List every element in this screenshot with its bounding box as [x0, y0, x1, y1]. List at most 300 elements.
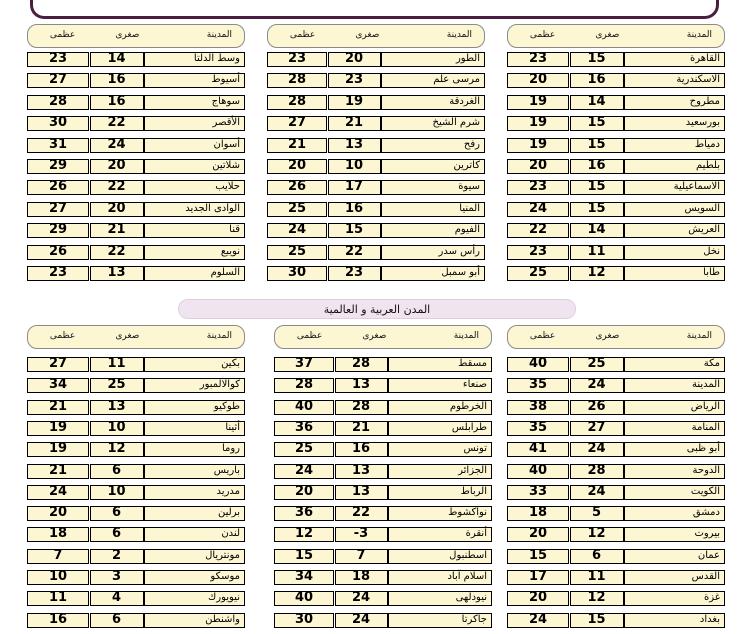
max-temp-cell: 7 — [27, 549, 89, 564]
table-row — [507, 180, 725, 195]
table-row — [507, 378, 725, 393]
table-row — [274, 400, 492, 415]
city-name-cell: العريش — [624, 223, 725, 238]
table-row — [27, 266, 245, 281]
header-max-label: عظمى — [529, 30, 556, 40]
header-max-label: عظمى — [289, 30, 316, 40]
city-name-cell: وسط الدلتا — [144, 52, 245, 67]
header-city-label: المدينة — [686, 331, 712, 341]
table-row — [274, 357, 492, 372]
max-temp-cell: 36 — [274, 421, 334, 436]
table-row — [507, 506, 725, 521]
min-temp-cell: 28 — [335, 357, 388, 372]
max-temp-cell: 37 — [274, 357, 334, 372]
header-min-label: صغرى — [595, 30, 620, 40]
min-temp-cell: 12 — [570, 527, 624, 542]
table-row — [27, 180, 245, 195]
max-temp-cell: 40 — [507, 357, 569, 372]
max-temp-cell: 40 — [507, 464, 569, 479]
max-temp-cell: 27 — [27, 73, 89, 88]
max-temp-cell: 21 — [27, 400, 89, 415]
min-temp-cell: 20 — [328, 52, 381, 67]
table-header — [274, 325, 492, 349]
min-temp-cell: 22 — [90, 245, 144, 260]
min-temp-cell: -3 — [335, 527, 388, 542]
city-name-cell: القدس — [624, 570, 725, 585]
city-name-cell: أسوان — [144, 138, 245, 153]
city-name-cell: لندن — [144, 527, 245, 542]
min-temp-cell: 19 — [328, 95, 381, 110]
min-temp-cell: 27 — [570, 421, 624, 436]
max-temp-cell: 15 — [274, 549, 334, 564]
city-name-cell: الكويت — [624, 485, 725, 500]
city-name-cell: برلين — [144, 506, 245, 521]
min-temp-cell: 3 — [90, 570, 144, 585]
table-row — [507, 591, 725, 606]
city-name-cell: نواكشوط — [388, 506, 492, 521]
min-temp-cell: 13 — [335, 485, 388, 500]
min-temp-cell: 24 — [570, 378, 624, 393]
min-temp-cell: 21 — [90, 223, 144, 238]
max-temp-cell: 20 — [507, 527, 569, 542]
min-temp-cell: 16 — [90, 95, 144, 110]
city-name-cell: الوادى الجديد — [144, 202, 245, 217]
min-temp-cell: 10 — [90, 421, 144, 436]
city-name-cell: الفيوم — [381, 223, 485, 238]
world-table-1 — [507, 325, 725, 634]
min-temp-cell: 28 — [335, 400, 388, 415]
max-temp-cell: 20 — [274, 485, 334, 500]
max-temp-cell: 11 — [27, 591, 89, 606]
table-row — [27, 527, 245, 542]
table-row — [27, 421, 245, 436]
min-temp-cell: 16 — [570, 73, 624, 88]
table-row — [27, 116, 245, 131]
header-max-label: عظمى — [49, 30, 76, 40]
max-temp-cell: 26 — [27, 245, 89, 260]
city-name-cell: دمشق — [624, 506, 725, 521]
table-row — [507, 570, 725, 585]
city-name-cell: اسلام آباد — [388, 570, 492, 585]
header-max-label: عظمى — [529, 331, 556, 341]
table-row — [274, 570, 492, 585]
max-temp-cell: 41 — [507, 442, 569, 457]
header-min-label: صغرى — [115, 30, 140, 40]
min-temp-cell: 5 — [570, 506, 624, 521]
table-row — [267, 138, 485, 153]
table-row — [507, 138, 725, 153]
max-temp-cell: 20 — [507, 591, 569, 606]
min-temp-cell: 11 — [90, 357, 144, 372]
max-temp-cell: 24 — [507, 613, 569, 628]
max-temp-cell: 30 — [267, 266, 327, 281]
table-row — [274, 485, 492, 500]
table-header — [27, 325, 245, 349]
header-min-label: صغرى — [362, 331, 387, 341]
max-temp-cell: 23 — [27, 266, 89, 281]
max-temp-cell: 17 — [507, 570, 569, 585]
table-row — [274, 442, 492, 457]
city-name-cell: قنا — [144, 223, 245, 238]
min-temp-cell: 7 — [335, 549, 388, 564]
min-temp-cell: 23 — [328, 73, 381, 88]
city-name-cell: باريس — [144, 464, 245, 479]
city-name-cell: شلاتين — [144, 159, 245, 174]
header-city-label: المدينة — [206, 331, 232, 341]
min-temp-cell: 24 — [335, 591, 388, 606]
min-temp-cell: 22 — [90, 116, 144, 131]
max-temp-cell: 10 — [27, 570, 89, 585]
max-temp-cell: 35 — [507, 421, 569, 436]
city-name-cell: السلوم — [144, 266, 245, 281]
max-temp-cell: 19 — [507, 116, 569, 131]
max-temp-cell: 25 — [267, 202, 327, 217]
min-temp-cell: 6 — [90, 506, 144, 521]
min-temp-cell: 13 — [335, 378, 388, 393]
min-temp-cell: 6 — [570, 549, 624, 564]
max-temp-cell: 28 — [267, 73, 327, 88]
city-name-cell: سيوة — [381, 180, 485, 195]
min-temp-cell: 22 — [335, 506, 388, 521]
header-city-label: المدينة — [206, 30, 232, 40]
city-name-cell: الأقصر — [144, 116, 245, 131]
max-temp-cell: 21 — [267, 138, 327, 153]
min-temp-cell: 24 — [335, 613, 388, 628]
min-temp-cell: 23 — [328, 266, 381, 281]
city-name-cell: نيويورك — [144, 591, 245, 606]
world-table-2 — [274, 325, 492, 634]
table-row — [27, 549, 245, 564]
table-row — [507, 245, 725, 260]
max-temp-cell: 20 — [507, 159, 569, 174]
max-temp-cell: 28 — [27, 95, 89, 110]
header-max-label: عظمى — [296, 331, 323, 341]
city-name-cell: الطور — [381, 52, 485, 67]
city-name-cell: الرياض — [624, 400, 725, 415]
min-temp-cell: 15 — [328, 223, 381, 238]
table-row — [274, 464, 492, 479]
city-name-cell: مدريد — [144, 485, 245, 500]
city-name-cell: نويبع — [144, 245, 245, 260]
max-temp-cell: 30 — [274, 613, 334, 628]
max-temp-cell: 25 — [267, 245, 327, 260]
table-row — [507, 549, 725, 564]
min-temp-cell: 14 — [90, 52, 144, 67]
header-min-label: صغرى — [115, 331, 140, 341]
min-temp-cell: 10 — [328, 159, 381, 174]
min-temp-cell: 13 — [90, 266, 144, 281]
city-name-cell: كاترين — [381, 159, 485, 174]
city-name-cell: السويس — [624, 202, 725, 217]
min-temp-cell: 6 — [90, 613, 144, 628]
city-name-cell: تونس — [388, 442, 492, 457]
table-row — [507, 357, 725, 372]
table-row — [507, 95, 725, 110]
city-name-cell: الخرطوم — [388, 400, 492, 415]
min-temp-cell: 16 — [570, 159, 624, 174]
max-temp-cell: 20 — [27, 506, 89, 521]
min-temp-cell: 26 — [570, 400, 624, 415]
world-table-3 — [27, 325, 245, 634]
table-row — [507, 527, 725, 542]
min-temp-cell: 25 — [570, 357, 624, 372]
max-temp-cell: 27 — [267, 116, 327, 131]
min-temp-cell: 11 — [570, 245, 624, 260]
section-title-arab-world-cities: المدن العربية و العالمية — [178, 299, 576, 319]
max-temp-cell: 16 — [27, 613, 89, 628]
max-temp-cell: 26 — [267, 180, 327, 195]
table-row — [27, 73, 245, 88]
table-row — [267, 180, 485, 195]
max-temp-cell: 35 — [507, 378, 569, 393]
city-name-cell: المدينة — [624, 378, 725, 393]
header-city-label: المدينة — [686, 30, 712, 40]
table-row — [507, 73, 725, 88]
table-row — [27, 138, 245, 153]
city-name-cell: مطروح — [624, 95, 725, 110]
max-temp-cell: 31 — [27, 138, 89, 153]
min-temp-cell: 6 — [90, 527, 144, 542]
egypt-table-3 — [27, 24, 245, 287]
table-row — [507, 400, 725, 415]
table-row — [274, 591, 492, 606]
max-temp-cell: 15 — [507, 549, 569, 564]
max-temp-cell: 23 — [267, 52, 327, 67]
city-name-cell: صنعاء — [388, 378, 492, 393]
max-temp-cell: 25 — [274, 442, 334, 457]
min-temp-cell: 22 — [328, 245, 381, 260]
max-temp-cell: 23 — [27, 52, 89, 67]
table-row — [274, 506, 492, 521]
city-name-cell: عمان — [624, 549, 725, 564]
min-temp-cell: 15 — [570, 202, 624, 217]
max-temp-cell: 28 — [274, 378, 334, 393]
city-name-cell: طابا — [624, 266, 725, 281]
min-temp-cell: 21 — [335, 421, 388, 436]
table-row — [267, 202, 485, 217]
min-temp-cell: 16 — [90, 73, 144, 88]
header-city-label: المدينة — [453, 331, 479, 341]
city-name-cell: نخل — [624, 245, 725, 260]
max-temp-cell: 21 — [27, 464, 89, 479]
city-name-cell: شرم الشيخ — [381, 116, 485, 131]
max-temp-cell: 19 — [507, 138, 569, 153]
max-temp-cell: 29 — [27, 159, 89, 174]
max-temp-cell: 40 — [274, 591, 334, 606]
table-row — [27, 506, 245, 521]
city-name-cell: القاهرة — [624, 52, 725, 67]
max-temp-cell: 23 — [507, 245, 569, 260]
city-name-cell: رأس سدر — [381, 245, 485, 260]
min-temp-cell: 13 — [328, 138, 381, 153]
max-temp-cell: 24 — [507, 202, 569, 217]
city-name-cell: اسطنبول — [388, 549, 492, 564]
max-temp-cell: 24 — [27, 485, 89, 500]
table-row — [267, 95, 485, 110]
max-temp-cell: 24 — [267, 223, 327, 238]
table-row — [507, 223, 725, 238]
min-temp-cell: 11 — [570, 570, 624, 585]
max-temp-cell: 20 — [267, 159, 327, 174]
table-row — [507, 52, 725, 67]
city-name-cell: أبو سمبل — [381, 266, 485, 281]
city-name-cell: أثينا — [144, 421, 245, 436]
city-name-cell: بيروت — [624, 527, 725, 542]
max-temp-cell: 19 — [507, 95, 569, 110]
table-row — [27, 202, 245, 217]
min-temp-cell: 15 — [570, 52, 624, 67]
max-temp-cell: 12 — [274, 527, 334, 542]
table-row — [27, 223, 245, 238]
table-row — [507, 266, 725, 281]
table-row — [267, 266, 485, 281]
table-row — [507, 442, 725, 457]
table-row — [27, 400, 245, 415]
table-row — [274, 378, 492, 393]
header-min-label: صغرى — [595, 331, 620, 341]
min-temp-cell: 4 — [90, 591, 144, 606]
city-name-cell: الغردقة — [381, 95, 485, 110]
table-row — [507, 613, 725, 628]
table-row — [507, 464, 725, 479]
city-name-cell: حلايب — [144, 180, 245, 195]
min-temp-cell: 24 — [570, 485, 624, 500]
city-name-cell: موسكو — [144, 570, 245, 585]
table-row — [267, 52, 485, 67]
min-temp-cell: 13 — [90, 400, 144, 415]
header-min-label: صغرى — [355, 30, 380, 40]
max-temp-cell: 33 — [507, 485, 569, 500]
city-name-cell: نيودلهى — [388, 591, 492, 606]
min-temp-cell: 2 — [90, 549, 144, 564]
table-row — [507, 116, 725, 131]
table-row — [27, 613, 245, 628]
min-temp-cell: 21 — [328, 116, 381, 131]
min-temp-cell: 15 — [570, 138, 624, 153]
city-name-cell: أسيوط — [144, 73, 245, 88]
city-name-cell: الرباط — [388, 485, 492, 500]
max-temp-cell: 34 — [27, 378, 89, 393]
header-max-label: عظمى — [49, 331, 76, 341]
max-temp-cell: 36 — [274, 506, 334, 521]
table-row — [267, 116, 485, 131]
city-name-cell: سوهاج — [144, 95, 245, 110]
max-temp-cell: 34 — [274, 570, 334, 585]
city-name-cell: المنيا — [381, 202, 485, 217]
min-temp-cell: 20 — [90, 159, 144, 174]
table-row — [507, 485, 725, 500]
table-row — [507, 421, 725, 436]
min-temp-cell: 15 — [570, 180, 624, 195]
city-name-cell: مكة — [624, 357, 725, 372]
egypt-table-1 — [507, 24, 725, 287]
min-temp-cell: 12 — [570, 591, 624, 606]
city-name-cell: كوالالمبور — [144, 378, 245, 393]
city-name-cell: مرسى علم — [381, 73, 485, 88]
table-row — [27, 591, 245, 606]
max-temp-cell: 38 — [507, 400, 569, 415]
min-temp-cell: 16 — [335, 442, 388, 457]
egypt-table-2 — [267, 24, 485, 287]
table-row — [267, 73, 485, 88]
city-name-cell: رفح — [381, 138, 485, 153]
max-temp-cell: 26 — [27, 180, 89, 195]
min-temp-cell: 12 — [90, 442, 144, 457]
city-name-cell: أبو ظبى — [624, 442, 725, 457]
city-name-cell: دمياط — [624, 138, 725, 153]
min-temp-cell: 16 — [328, 202, 381, 217]
table-row — [27, 464, 245, 479]
max-temp-cell: 25 — [507, 266, 569, 281]
min-temp-cell: 20 — [90, 202, 144, 217]
min-temp-cell: 15 — [570, 116, 624, 131]
max-temp-cell: 18 — [507, 506, 569, 521]
table-row — [507, 159, 725, 174]
city-name-cell: طرابلس — [388, 421, 492, 436]
min-temp-cell: 14 — [570, 223, 624, 238]
table-row — [27, 52, 245, 67]
city-name-cell: الجزائر — [388, 464, 492, 479]
table-row — [267, 159, 485, 174]
min-temp-cell: 18 — [335, 570, 388, 585]
table-row — [27, 245, 245, 260]
table-row — [274, 527, 492, 542]
max-temp-cell: 27 — [27, 202, 89, 217]
city-name-cell: الاسماعيلية — [624, 180, 725, 195]
min-temp-cell: 12 — [570, 266, 624, 281]
min-temp-cell: 6 — [90, 464, 144, 479]
max-temp-cell: 20 — [507, 73, 569, 88]
city-name-cell: غزة — [624, 591, 725, 606]
max-temp-cell: 30 — [27, 116, 89, 131]
city-name-cell: جاكرتا — [388, 613, 492, 628]
table-row — [27, 159, 245, 174]
max-temp-cell: 22 — [507, 223, 569, 238]
table-row — [507, 202, 725, 217]
city-name-cell: المنامة — [624, 421, 725, 436]
city-name-cell: بورسعيد — [624, 116, 725, 131]
min-temp-cell: 24 — [90, 138, 144, 153]
table-row — [27, 485, 245, 500]
city-name-cell: بغداد — [624, 613, 725, 628]
city-name-cell: الدوحة — [624, 464, 725, 479]
table-row — [267, 223, 485, 238]
max-temp-cell: 24 — [274, 464, 334, 479]
city-name-cell: روما — [144, 442, 245, 457]
city-name-cell: طوكيو — [144, 400, 245, 415]
city-name-cell: أنقرة — [388, 527, 492, 542]
max-temp-cell: 19 — [27, 421, 89, 436]
min-temp-cell: 13 — [335, 464, 388, 479]
min-temp-cell: 25 — [90, 378, 144, 393]
table-header — [507, 24, 725, 48]
max-temp-cell: 23 — [507, 180, 569, 195]
city-name-cell: بلطيم — [624, 159, 725, 174]
city-name-cell: الاسكندرية — [624, 73, 725, 88]
max-temp-cell: 23 — [507, 52, 569, 67]
min-temp-cell: 14 — [570, 95, 624, 110]
table-row — [27, 357, 245, 372]
city-name-cell: بكين — [144, 357, 245, 372]
table-header — [27, 24, 245, 48]
table-row — [27, 95, 245, 110]
table-row — [27, 570, 245, 585]
city-name-cell: مسقط — [388, 357, 492, 372]
min-temp-cell: 22 — [90, 180, 144, 195]
min-temp-cell: 24 — [570, 442, 624, 457]
table-row — [274, 549, 492, 564]
min-temp-cell: 15 — [570, 613, 624, 628]
